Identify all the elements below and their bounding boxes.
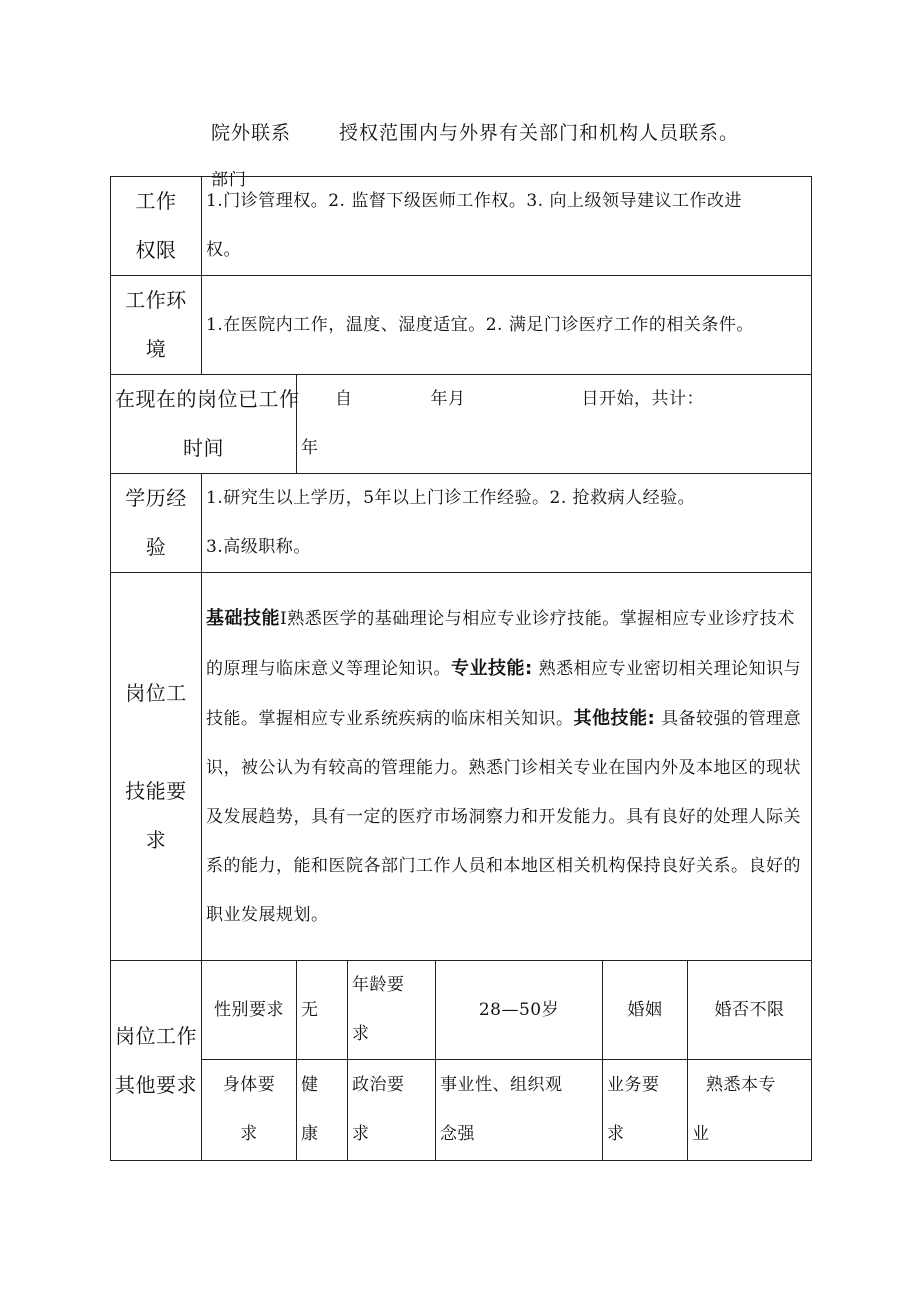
gender-label: 性别要求 [202,961,297,1060]
tenure-day-start: 日开始，共计： [581,389,704,409]
row-other-2 [111,1060,812,1161]
business-value: 熟悉本专 业 [688,1060,812,1161]
tenure-value [297,375,812,474]
tenure-label: 在现在的岗位已工作 时间 [111,375,297,474]
row-education [111,474,812,573]
political-value: 事业性、组织观 念强 [436,1060,603,1161]
gender-value: 无 [297,961,348,1060]
age-value: 28—50岁 [436,961,603,1060]
row-skills [111,573,812,961]
row-work-environment [111,276,812,375]
external-contact-line [211,118,739,145]
tenure-from: 自 [335,389,353,409]
marriage-value: 婚否不限 [688,961,812,1060]
external-contact-text: 授权范围内与外界有关部门和机构人员联系。 [339,122,740,144]
business-label: 业务要 求 [603,1060,688,1161]
row-work-authority [111,177,812,276]
row-other-1 [111,961,812,1060]
other-skill-title: 其他技能: [573,707,656,729]
work-environment-text: 1.在医院内工作，温度、湿度适宜。2. 满足门诊医疗工作的相关条件。 [202,276,812,375]
pro-skill-text: 熟悉相应专业密切相关理论知识与技能。掌握相应专业系统疾病的临床相关知识。 [206,658,802,729]
external-contact-continued: 部门 [211,171,247,189]
political-label: 政治要 求 [348,1060,436,1161]
job-description-table [110,176,812,1161]
education-text: 1.研究生以上学历，5年以上门诊工作经验。2. 抢救病人经验。 3.高级职称。 [202,474,812,573]
pro-skill-title: 专业技能: [451,657,533,679]
work-authority-label: 工作 权限 [111,177,202,276]
row-tenure [111,375,812,474]
other-skill-text: 具备较强的管理意识，被公认为有较高的管理能力。熟悉门诊相关专业在国内外及本地区的现状及发展趋势，具有一定的医疗市场洞察力和开发能力。具有良好的处理人际关系的能力，能和医院各部门工作人员和本地区相关机构保持良好关系。良好的职业发展规划。 [206,708,802,925]
skills-text [202,573,812,961]
external-contact-label: 院外联系 [211,122,292,144]
age-label: 年龄要 求 [348,961,436,1060]
other-requirements-label: 岗位工作 其他要求 [111,961,202,1161]
body-value: 健 康 [297,1060,348,1161]
work-authority-text: 1.门诊管理权。2. 监督下级医师工作权。3. 向上级领导建议工作改进 权。 [202,177,812,276]
basic-skill-text: I熟悉医学的基础理论与相应专业诊疗技能。掌握相应专业诊疗技术的原理与临床意义等理论知识。 [206,608,795,679]
marriage-label: 婚姻 [603,961,688,1060]
work-environment-label: 工作环 境 [111,276,202,375]
basic-skill-title: 基础技能 [206,607,280,629]
tenure-year: 年 [301,438,319,458]
education-label: 学历经 验 [111,474,202,573]
body-label: 身体要 求 [202,1060,297,1161]
skills-label: 岗位工 技能要 求 [111,573,202,961]
tenure-year-month: 年月 [430,389,466,409]
